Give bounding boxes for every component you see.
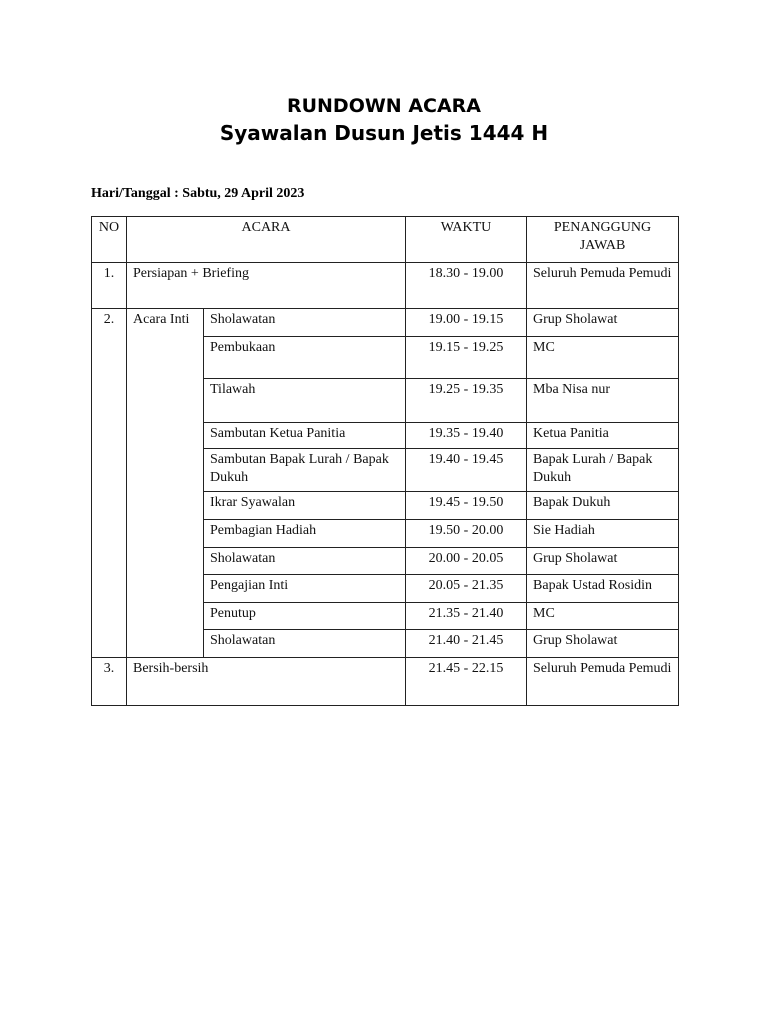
row-penanggung-jawab: Sie Hadiah [527, 520, 679, 548]
row-penanggung-jawab: Bapak Ustad Rosidin [527, 575, 679, 603]
row-waktu: 19.00 - 19.15 [406, 309, 527, 337]
row-kegiatan: Sambutan Ketua Panitia [204, 423, 406, 449]
row-penanggung-jawab: Seluruh Pemuda Pemudi [527, 658, 679, 706]
row-penanggung-jawab: Grup Sholawat [527, 548, 679, 575]
row-kegiatan: Pembukaan [204, 337, 406, 379]
date-line [91, 186, 304, 202]
row-kegiatan: Sholawatan [204, 630, 406, 658]
row-penanggung-jawab: Seluruh Pemuda Pemudi [527, 263, 679, 309]
table-header-row [92, 217, 679, 263]
row-kegiatan: Tilawah [204, 379, 406, 423]
rundown-table [91, 216, 679, 706]
row-penanggung-jawab: Grup Sholawat [527, 309, 679, 337]
table-row [92, 263, 679, 309]
row-waktu: 20.00 - 20.05 [406, 548, 527, 575]
document-title: RUNDOWN ACARA [286, 95, 482, 117]
row-acara: Bersih-bersih [127, 658, 406, 706]
row-waktu: 20.05 - 21.35 [406, 575, 527, 603]
date-value: Sabtu, 29 April 2023 [182, 186, 305, 201]
row-waktu: 21.40 - 21.45 [406, 630, 527, 658]
row-kegiatan: Pembagian Hadiah [204, 520, 406, 548]
row-kegiatan: Sholawatan [204, 309, 406, 337]
row-penanggung-jawab: Bapak Lurah / Bapak Dukuh [527, 449, 679, 492]
row-waktu: 19.50 - 20.00 [406, 520, 527, 548]
document-subtitle: Syawalan Dusun Jetis 1444 H [219, 121, 549, 145]
row-waktu: 21.35 - 21.40 [406, 603, 527, 630]
row-number: 1. [92, 263, 127, 309]
row-waktu: 19.25 - 19.35 [406, 379, 527, 423]
row-acara: Persiapan + Briefing [127, 263, 406, 309]
row-penanggung-jawab: MC [527, 337, 679, 379]
row-kegiatan: Pengajian Inti [204, 575, 406, 603]
row-waktu: 19.15 - 19.25 [406, 337, 527, 379]
row-waktu: 19.45 - 19.50 [406, 492, 527, 520]
row-acara: Acara Inti [127, 309, 204, 658]
row-penanggung-jawab: Bapak Dukuh [527, 492, 679, 520]
row-number: 3. [92, 658, 127, 706]
row-waktu: 19.40 - 19.45 [406, 449, 527, 492]
table-row [92, 658, 679, 706]
header-penanggung-jawab: PENANGGUNG JAWAB [527, 217, 679, 263]
header-acara: ACARA [127, 217, 406, 263]
date-label: Hari/Tanggal : [91, 186, 179, 201]
table-row [92, 309, 679, 337]
row-waktu: 18.30 - 19.00 [406, 263, 527, 309]
row-waktu: 21.45 - 22.15 [406, 658, 527, 706]
row-kegiatan: Penutup [204, 603, 406, 630]
row-penanggung-jawab: MC [527, 603, 679, 630]
header-no: NO [92, 217, 127, 263]
row-penanggung-jawab: Ketua Panitia [527, 423, 679, 449]
row-kegiatan: Ikrar Syawalan [204, 492, 406, 520]
header-waktu: WAKTU [406, 217, 527, 263]
row-waktu: 19.35 - 19.40 [406, 423, 527, 449]
row-kegiatan: Sholawatan [204, 548, 406, 575]
row-penanggung-jawab: Grup Sholawat [527, 630, 679, 658]
row-penanggung-jawab: Mba Nisa nur [527, 379, 679, 423]
row-number: 2. [92, 309, 127, 658]
row-kegiatan: Sambutan Bapak Lurah / Bapak Dukuh [204, 449, 406, 492]
